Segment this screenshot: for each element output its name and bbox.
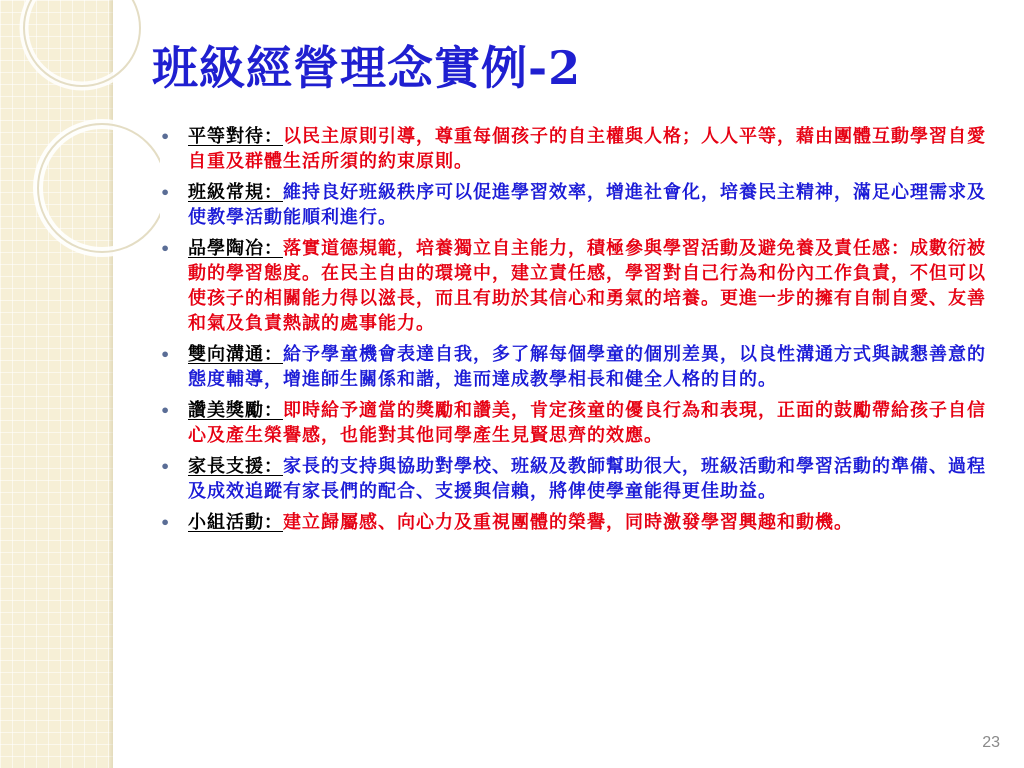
bullet-term: 班級常規： <box>188 182 283 203</box>
bullet-dot-icon: • <box>160 401 172 420</box>
bullet-item-group-activities <box>158 510 988 535</box>
bullet-term: 平等對待： <box>188 126 283 147</box>
bullet-dot-icon: • <box>160 127 172 146</box>
bullet-text: 即時給予適當的獎勵和讚美，肯定孩童的優良行為和表現，正面的鼓勵帶給孩子自信心及產生榮譽感，也能對其他同學產生見賢思齊的效應。 <box>188 400 986 446</box>
bullet-text: 落實道德規範，培養獨立自主能力，積極參與學習活動及避免養及責任感：成數衍被動的學習態度。在民主自由的環境中，建立責任感，學習對自己行為和份內工作負責，不但可以使孩子的相關能力得以滋長，而且有助於其信心和勇氣的培養。更進一步的擁有自制自愛、友善和氣及負責熱誠的處事能力。 <box>188 238 986 334</box>
bullet-text: 以民主原則引導，尊重每個孩子的自主權與人格；人人平等，藉由團體互動學習自愛自重及群體生活所須的約束原則。 <box>188 126 986 172</box>
bullet-term: 品學陶冶： <box>188 238 283 259</box>
bullet-term: 小組活動： <box>188 512 283 533</box>
bullet-dot-icon: • <box>160 239 172 258</box>
bullet-text: 維持良好班級秩序可以促進學習效率，增進社會化，培養民主精神，滿足心理需求及使教學活動能順利進行。 <box>188 182 986 228</box>
bullet-dot-icon: • <box>160 345 172 364</box>
bullet-dot-icon: • <box>160 457 172 476</box>
bullet-term: 雙向溝通： <box>188 344 283 365</box>
bullet-list <box>158 124 988 541</box>
page-number: 23 <box>982 734 1000 751</box>
bullet-item-praise-rewards <box>158 398 988 448</box>
bullet-item-character-building <box>158 236 988 336</box>
bullet-term: 家長支援： <box>188 456 283 477</box>
bullet-dot-icon: • <box>160 183 172 202</box>
bullet-text: 建立歸屬感、向心力及重視團體的榮譽，同時激發學習興趣和動機。 <box>283 512 853 533</box>
slide-title: 班級經營理念實例-2 <box>152 41 582 95</box>
bullet-text: 給予學童機會表達自我，多了解每個學童的個別差異，以良性溝通方式與誠懇善意的態度輔導，增進師生關係和諧，進而達成教學相長和健全人格的目的。 <box>188 344 986 390</box>
bullet-item-equality <box>158 124 988 174</box>
bullet-dot-icon: • <box>160 513 172 532</box>
bullet-item-class-rules <box>158 180 988 230</box>
bullet-item-parent-support <box>158 454 988 504</box>
bullet-term: 讚美獎勵： <box>188 400 283 421</box>
bullet-item-two-way-communication <box>158 342 988 392</box>
decorative-circles <box>0 0 160 300</box>
bullet-text: 家長的支持與協助對學校、班級及教師幫助很大，班級活動和學習活動的準備、過程及成效追蹤有家長們的配合、支援與信賴，將俾使學童能得更佳助益。 <box>188 456 986 502</box>
